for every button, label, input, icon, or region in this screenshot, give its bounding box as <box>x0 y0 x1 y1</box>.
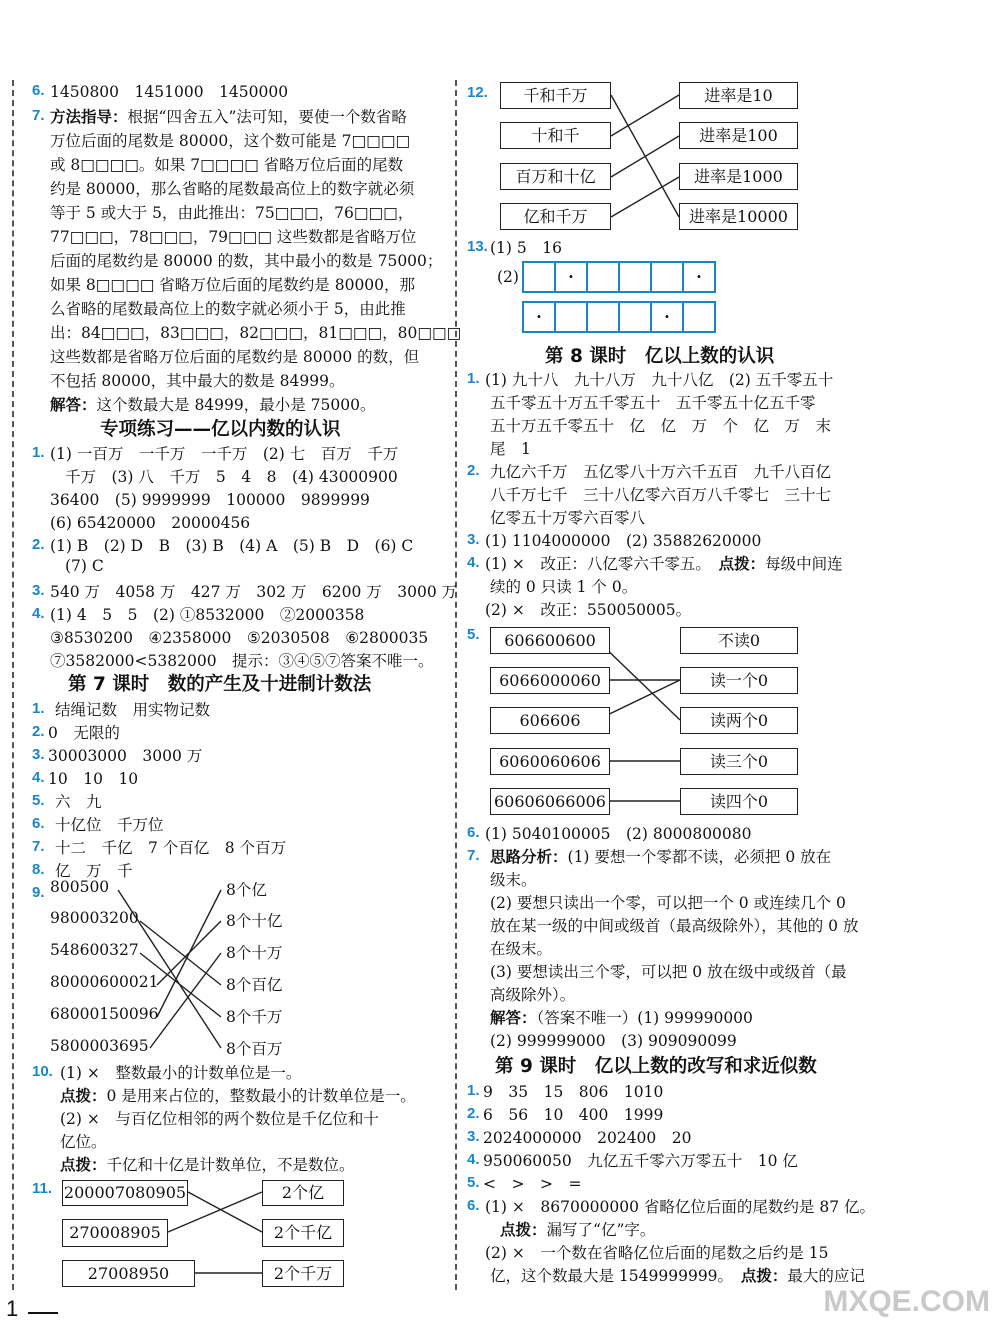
item-num: 9. <box>32 884 45 901</box>
tip-label: 点拨： <box>60 1155 107 1174</box>
text-line: 亿零五十万零六百零八 <box>490 509 646 527</box>
q9-right-item: 8个千万 <box>226 1008 283 1026</box>
watermark: MXQE.COM <box>823 1285 990 1318</box>
text-line: 2024000000 202400 20 <box>483 1129 692 1147</box>
text-line: ⑦3582000<5382000 提示：③④⑤⑦答案不唯一。 <box>50 652 434 670</box>
tip-label: 点拨： <box>718 554 766 573</box>
q9-left-item: 80000600021 <box>50 973 159 991</box>
item-num: 4. <box>32 605 45 622</box>
text-line: 续的 0 只读 1 个 0。 <box>490 578 638 596</box>
q11-right-box: 2个千万 <box>262 1260 344 1287</box>
text-line <box>490 845 831 867</box>
text-line: 77□□□，78□□□，79□□□ 这些数都是省略万位 <box>50 228 417 246</box>
text-line: 尾 1 <box>490 440 531 458</box>
text-line: 后面的尾数约是 80000 的数，其中最小的数是 75000； <box>50 252 443 270</box>
item-num: 2. <box>32 723 45 740</box>
q5-right-box: 读两个0 <box>680 707 798 734</box>
q5-left-box: 6060060606 <box>490 748 610 775</box>
q11-left-box: 27008950 <box>62 1260 195 1287</box>
q9-left-item: 800500 <box>50 878 110 896</box>
text-line: (1) × 整数最小的计数单位是一。 <box>60 1064 302 1082</box>
q9-right-item: 8个十亿 <box>226 912 283 930</box>
q12-right-box: 进率是1000 <box>679 163 798 190</box>
text-line: 出：84□□□，83□□□，82□□□，81□□□，80□□□ <box>50 324 462 342</box>
text-line: (6) 65420000 20000456 <box>50 514 251 532</box>
text-line <box>490 1264 865 1286</box>
left-dashed-border <box>12 80 14 1290</box>
q11-left-box: 270008905 <box>62 1219 168 1247</box>
text-line: (2) 999999000 (3) 909090099 <box>490 1032 737 1050</box>
q9-left-item: 5800003695 <box>50 1037 149 1055</box>
item-num: 5. <box>467 1174 480 1191</box>
item-num: 7. <box>32 838 45 855</box>
text-line: 这些数都是省略万位后面的尾数约是 80000 的数，但 <box>50 348 420 366</box>
text-line: (1) 5 16 <box>490 239 562 257</box>
q9-right-item: 8个亿 <box>226 881 267 899</box>
item-num: 11. <box>32 1180 53 1197</box>
item-num: 1. <box>467 1082 480 1099</box>
item-num: 4. <box>32 769 45 786</box>
text-line: 等于 5 或大于 5，由此推出：75□□□，76□□□， <box>50 204 414 222</box>
text-line <box>60 1084 416 1106</box>
section-heading: 第 8 课时 亿以上数的认识 <box>545 346 775 367</box>
q12-left-box: 百万和十亿 <box>500 163 611 190</box>
text-line: (1) × 8670000000 省略亿位后面的尾数约是 87 亿。 <box>485 1198 875 1216</box>
text-line: 0 无限的 <box>48 724 120 742</box>
text-line <box>485 552 843 574</box>
q9-right-item: 8个百亿 <box>226 976 283 994</box>
q5-left-box: 60606066006 <box>490 788 610 815</box>
q5-right-box: 不读0 <box>680 627 798 654</box>
text-line: 十二 千亿 7 个百亿 8 个百万 <box>55 839 287 857</box>
text-line: 10 10 10 <box>48 770 139 788</box>
page-number: 1 <box>6 1296 19 1321</box>
text-line: 么省略的尾数最高位上的数字就必须小于 5，由此推 <box>50 300 406 318</box>
q5-right-box: 读四个0 <box>680 788 798 815</box>
item-num: 6. <box>467 1197 480 1214</box>
item-num: 1. <box>32 444 45 461</box>
text-line: 九亿六千万 五亿零八十万六千五百 九千八百亿 <box>490 463 832 481</box>
text-line: 六 九 <box>55 793 102 811</box>
text-line: 540 万 4058 万 427 万 302 万 6200 万 3000 万 <box>50 583 458 601</box>
item-num: 2. <box>467 1105 480 1122</box>
text-line: 9 35 15 806 1010 <box>483 1083 664 1101</box>
q5-right-box: 读三个0 <box>680 748 798 775</box>
text-line: 30003000 3000 万 <box>48 747 203 765</box>
q11-right-box: 2个亿 <box>262 1180 344 1206</box>
q5-lines <box>465 620 995 850</box>
item-num: 2. <box>467 462 480 479</box>
tip-label: 点拨： <box>740 1266 788 1285</box>
text-line: 千亿和十亿是计数单位，不是数位。 <box>106 1156 355 1174</box>
section-heading: 第 7 课时 数的产生及十进制计数法 <box>68 674 372 695</box>
text-line: 根据“四舍五入”法可知，要使一个数省略 <box>127 108 407 126</box>
text-line: 亿，这个数最大是 1549999999。 <box>490 1267 726 1285</box>
thinking-label: 思路分析： <box>490 847 568 866</box>
text-line: (1) B (2) D B (3) B (4) A (5) B D (6) C <box>50 537 414 555</box>
text-line: 每级中间连 <box>765 555 843 573</box>
text-line: 万位后面的尾数是 80000，这个数可能是 7□□□□ <box>50 132 411 150</box>
page-number-rule <box>28 1312 58 1314</box>
item-num: 3. <box>467 1128 480 1145</box>
item-num: 8. <box>32 861 45 878</box>
text-line: 级末。 <box>490 871 537 889</box>
text-line: (1) 1104000000 (2) 35882620000 <box>485 532 762 550</box>
text-line: 在级末。 <box>490 940 553 958</box>
answer-label: 解答： <box>50 395 97 414</box>
text-line: 五十万五千零五十 亿 亿 万 个 亿 万 末 <box>490 417 832 435</box>
text-line: ③8530200 ④2358000 ⑤2030508 ⑥2800035 <box>50 629 429 647</box>
item-num: 1. <box>32 700 45 717</box>
q9-left-item: 68000150096 <box>50 1005 159 1023</box>
q11-right-box: 2个千亿 <box>262 1219 344 1247</box>
text-line: 结绳记数 用实物记数 <box>55 701 211 719</box>
text-line: (2) <box>497 268 519 286</box>
item-num: 5. <box>32 792 45 809</box>
item-num: 5. <box>467 626 480 643</box>
text-line: 亿位。 <box>60 1133 107 1151</box>
text-line: 36400 (5) 9999999 100000 9899999 <box>50 491 370 509</box>
method-label: 方法指导： <box>50 107 128 126</box>
item-num: 3. <box>32 746 45 763</box>
text-line <box>50 393 376 415</box>
text-line: 1450800 1451000 1450000 <box>50 83 289 101</box>
tip-label: 点拨： <box>500 1220 547 1239</box>
text-line: 这个数最大是 84999，最小是 75000。 <box>96 396 376 414</box>
text-line: (2) 要想只读出一个零，可以把一个 0 或连续几个 0 <box>490 894 846 912</box>
q11-left-box: 200007080905 <box>62 1180 188 1206</box>
text-line <box>490 1006 753 1028</box>
q12-left-box: 亿和千万 <box>500 203 611 230</box>
decimal-dot: · <box>522 301 556 333</box>
text-line: (2) × 一个数在省略亿位后面的尾数之后约是 15 <box>485 1244 829 1262</box>
text-line: 八千万七千 三十八亿零六百万八千零七 三十七 <box>490 486 832 504</box>
q12-right-box: 进率是10000 <box>679 203 798 230</box>
q5-left-box: 606606 <box>490 707 610 734</box>
item-num: 3. <box>467 531 480 548</box>
text-line: 千万 (3) 八 千万 5 4 8 (4) 43000900 <box>65 468 398 486</box>
text-line: 不包括 80000，其中最大的数是 84999。 <box>50 372 345 390</box>
q12-left-box: 千和千万 <box>500 82 611 109</box>
item-num: 7. <box>32 107 45 124</box>
q5-left-box: 606600600 <box>490 627 610 654</box>
text-line: (2) × 与百亿位相邻的两个数位是千亿位和十 <box>60 1110 379 1128</box>
section-heading: 第 9 课时 亿以上数的改写和求近似数 <box>495 1056 817 1077</box>
text-line: (2) × 改正：550050005。 <box>485 601 692 619</box>
text-line: (1) 要想一个零都不读，必须把 0 放在 <box>567 848 832 866</box>
text-line: (1) 九十八 九十八万 九十八亿 (2) 五千零五十 <box>485 371 834 389</box>
item-num: 10. <box>32 1063 53 1080</box>
text-line: 或 8□□□□。如果 7□□□□ 省略万位后面的尾数 <box>50 156 404 174</box>
item-num: 6. <box>32 815 45 832</box>
decimal-dot: · <box>682 261 716 293</box>
text-line: 漏写了“亿”字。 <box>546 1221 656 1239</box>
text-line: 亿 万 千 <box>55 862 133 880</box>
text-line: (3) 要想读出三个零，可以把 0 放在级中或级首（最 <box>490 963 847 981</box>
item-num: 6. <box>467 824 480 841</box>
q12-left-box: 十和千 <box>500 122 611 149</box>
text-line: 950060050 九亿五千零六万零五十 10 亿 <box>483 1152 798 1170</box>
item-num: 2. <box>32 536 45 553</box>
text-line: 五千零五十万五千零五十 五千零五十亿五千零 <box>490 394 816 412</box>
item-num: 7. <box>467 847 480 864</box>
text-line: (1) 一百万 一千万 一千万 (2) 七 百万 千万 <box>50 445 399 463</box>
item-num: 4. <box>467 554 480 571</box>
q12-right-box: 进率是100 <box>679 122 798 149</box>
item-num: 1. <box>467 370 480 387</box>
item-num: 3. <box>32 582 45 599</box>
text-line: (1) 4 5 5 (2) ①8532000 ②2000358 <box>50 606 365 624</box>
text-line <box>50 105 407 127</box>
q5-left-box: 6066000060 <box>490 667 610 694</box>
text-line: 最大的应记 <box>787 1267 865 1285</box>
text-line <box>500 1218 655 1240</box>
answer-label: 解答： <box>490 1008 537 1027</box>
text-line: 十亿位 千万位 <box>55 816 164 834</box>
text-line: (1) 5040100005 (2) 8000800080 <box>485 825 752 843</box>
text-line: 约是 80000，那么省略的尾数最高位上的数字就必须 <box>50 180 415 198</box>
text-line: 0 是用来占位的，整数最小的计数单位是一。 <box>106 1087 416 1105</box>
item-num: 13. <box>467 238 488 255</box>
q12-right-box: 进率是10 <box>679 82 798 109</box>
text-line: 如果 8□□□□ 省略万位后面的尾数约是 80000，那 <box>50 276 416 294</box>
text-line: 高级除外）。 <box>490 986 576 1004</box>
item-num: 6. <box>32 82 45 99</box>
tip-label: 点拨： <box>60 1086 107 1105</box>
text-line: (7) C <box>65 557 104 575</box>
q9-right-item: 8个百万 <box>226 1040 283 1058</box>
q9-left-item: 980003200 <box>50 909 139 927</box>
q9-right-item: 8个十万 <box>226 944 283 962</box>
decimal-dot: · <box>554 261 588 293</box>
section-heading: 专项练习——亿以内数的认识 <box>100 419 341 440</box>
decimal-dot: · <box>650 301 684 333</box>
column-divider <box>455 80 457 1290</box>
text-line: 6 56 10 400 1999 <box>483 1106 664 1124</box>
q9-left-item: 548600327 <box>50 941 139 959</box>
text-line: (1) × 改正：八亿零六千零五。 <box>485 555 704 573</box>
text-line: 放在某一级的中间或级首（最高级除外），其他的 0 放 <box>490 917 859 935</box>
item-num: 4. <box>467 1151 480 1168</box>
q5-right-box: 读一个0 <box>680 667 798 694</box>
text-line: < > > = <box>483 1175 582 1193</box>
text-line: （答案不唯一）(1) 999990000 <box>536 1009 753 1027</box>
item-num: 12. <box>467 84 488 101</box>
